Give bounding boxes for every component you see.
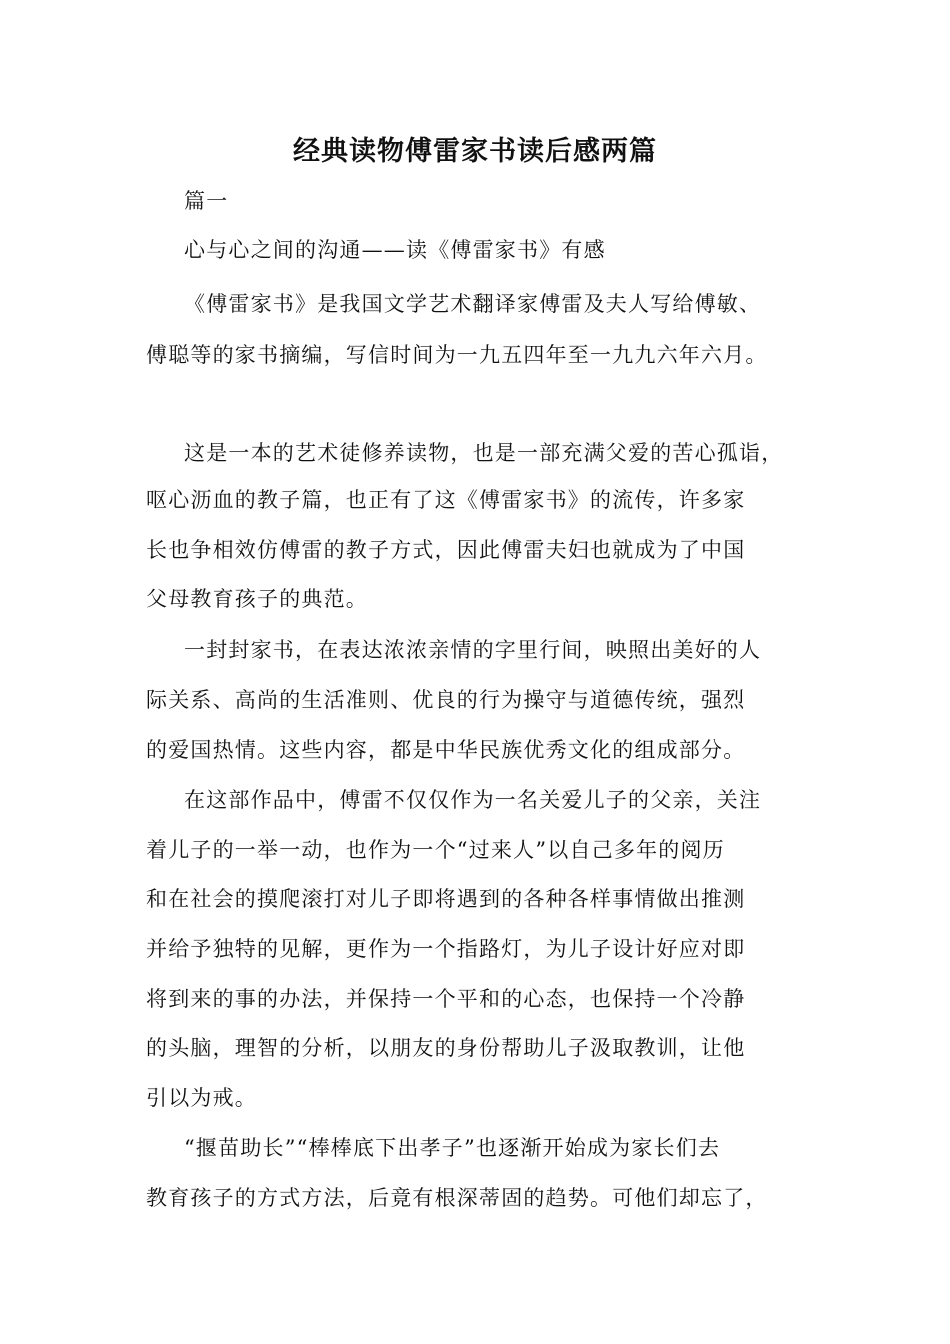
paragraph-line: 傅聪等的家书摘编，写信时间为一九五四年至一九九六年六月。 — [146, 343, 768, 367]
paragraph-line: 的爱国热情。这些内容，都是中华民族优秀文化的组成部分。 — [146, 738, 746, 762]
paragraph-line: 父母教育孩子的典范。 — [146, 587, 368, 611]
paragraph-line: 教育孩子的方式方法，后竟有根深蒂固的趋势。可他们却忘了， — [146, 1186, 768, 1210]
paragraph-line: 着儿子的一举一动，也作为一个“过来人”以自己多年的阅历 — [146, 838, 725, 862]
paragraph-line: 一封封家书，在表达浓浓亲情的字里行间，映照出美好的人 — [184, 638, 762, 662]
paragraph-line: 际关系、高尚的生活准则、优良的行为操守与道德传统，强烈 — [146, 688, 746, 712]
paragraph-line: 引以为戒。 — [146, 1086, 257, 1110]
section-label: 篇一 — [184, 189, 229, 213]
paragraph-line: 长也争相效仿傅雷的教子方式，因此傅雷夫妇也就成为了中国 — [146, 538, 746, 562]
paragraph-line: 和在社会的摸爬滚打对儿子即将遇到的各种各样事情做出推测 — [146, 887, 746, 911]
document-title: 经典读物傅雷家书读后感两篇 — [293, 136, 657, 167]
paragraph-line: 在这部作品中，傅雷不仅仅作为一名关爱儿子的父亲，关注 — [184, 788, 762, 812]
paragraph-line: 并给予独特的见解，更作为一个指路灯，为儿子设计好应对即 — [146, 937, 746, 961]
paragraph-line: “揠苗助长”“棒棒底下出孝子”也逐渐开始成为家长们去 — [184, 1136, 721, 1160]
paragraph-line: 将到来的事的办法，并保持一个平和的心态，也保持一个冷静 — [146, 987, 746, 1011]
paragraph-line: 的头脑，理智的分析，以朋友的身份帮助儿子汲取教训，让他 — [146, 1036, 746, 1060]
paragraph-line: 《傅雷家书》是我国文学艺术翻译家傅雷及夫人写给傅敏、 — [184, 292, 762, 316]
paragraph-line: 这是一本的艺术徒修养读物，也是一部充满父爱的苦心孤诣， — [184, 441, 784, 465]
paragraph-line: 呕心沥血的教子篇，也正有了这《傅雷家书》的流传，许多家 — [146, 488, 746, 512]
subtitle-line: 心与心之间的沟通——读《傅雷家书》有感 — [184, 238, 606, 262]
